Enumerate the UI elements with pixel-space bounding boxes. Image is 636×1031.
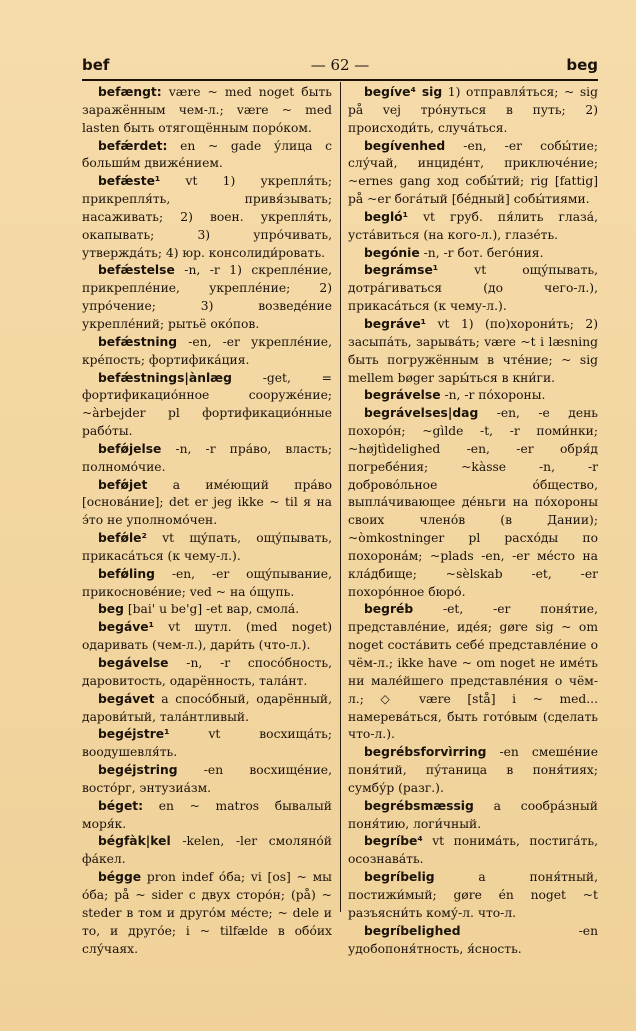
entry-headword: begéjstring	[98, 763, 178, 778]
dictionary-entry	[82, 691, 332, 727]
dictionary-entry	[348, 601, 598, 744]
entry-definition: -en удобопоня́тность, я́сность.	[348, 923, 598, 956]
entry-headword: begríbe⁴	[364, 834, 423, 849]
entry-definition: -get, = фортификацио́нное сооруже́ние; ~àrbejder pl фортификацио́нные рабо́ты.	[82, 370, 332, 439]
entry-definition: vt ощу́пывать, дотра́гиваться (до чего-л.), прикаса́ться (к чему-л.).	[348, 263, 598, 314]
entry-headword: begávet	[98, 691, 155, 706]
entry-headword: bégfàk|kel	[98, 834, 171, 849]
dictionary-entry	[348, 262, 598, 316]
dictionary-entry	[82, 138, 332, 174]
dictionary-entry	[348, 744, 598, 798]
entry-headword: begríbelighed	[364, 923, 461, 938]
entry-headword: begrébsmæssig	[364, 798, 474, 813]
dictionary-entry	[82, 334, 332, 370]
dictionary-entry	[82, 655, 332, 691]
right-column	[348, 84, 598, 958]
entry-headword: befǽstnings|ànlæg	[98, 370, 232, 385]
entry-definition: -en, -er укрепле́ние, кре́пость; фортифика́ция.	[82, 334, 332, 367]
entry-definition: -n, -r по́хороны.	[444, 388, 546, 403]
entry-definition: -en, -e день похоро́н; ~gìlde -t, -r поми́нки; ~højtìdelighed -en, -er обря́д погребе́ния; ~kàsse -n, -r доброво́льное о́бщество, выпла́чивающее де́ньги на по́хороны своих члено́в (в Дании); ~òmkostninger pl расхо́ды по похорона́м; ~plads -en, -er ме́сто на кла́дбище; ~sèlskab -et, -er похоро́нное бюро́.	[348, 406, 598, 599]
entry-headword: begló¹	[364, 209, 408, 224]
entry-definition: være ~ med noget быть заражённым чем-л.; være ~ med lasten быть отягощённым поро́ком.	[82, 85, 332, 135]
dictionary-entry	[82, 601, 332, 619]
entry-definition: vt груб. пя́лить глаза́, уста́виться (на кого-л.), глазе́ть.	[348, 209, 598, 242]
entry-definition: -kelen, -ler смоляно́й фа́кел.	[82, 834, 332, 867]
entry-headword: befǽrdet:	[98, 138, 168, 153]
entry-definition: -en восхище́ние, восто́рг, энтузиа́зм.	[82, 763, 332, 795]
entry-definition: vt восхища́ть; воодушевля́ть.	[82, 727, 332, 760]
dictionary-entry	[348, 209, 598, 245]
entry-headword: befǿjet	[98, 477, 148, 492]
left-column	[82, 84, 332, 958]
entry-headword: beg	[98, 602, 124, 617]
entry-headword: befǿling	[98, 566, 155, 581]
entry-definition: vt понима́ть, постига́ть, осознава́ть.	[348, 834, 598, 867]
entry-definition: pron indef о́ба; vi [os] ~ мы о́ба; på ~ sider с двух сторо́н; (på) ~ steder в том и друго́м ме́сте; ~ dele и то, и друго́е; i ~ tilfælde в обо́их слу́чаях.	[82, 870, 332, 956]
entry-definition: a спосо́бный, одарённый, дарови́тый, тала́нтливый.	[82, 691, 332, 724]
dictionary-entry	[82, 530, 332, 566]
entry-definition: -n, -r бот. бего́ния.	[423, 245, 544, 260]
dictionary-entry	[82, 798, 332, 834]
entry-definition: a поня́тный, постижи́мый; gøre én noget ~t разъясни́ть кому́-л. что-л.	[348, 870, 598, 920]
entry-headword: begrámse¹	[364, 263, 439, 278]
entry-headword: begráve¹	[364, 316, 427, 331]
dictionary-entry	[348, 405, 598, 601]
entry-headword: befǽstelse	[98, 263, 175, 278]
dictionary-entry	[348, 387, 598, 405]
entry-headword: bégge	[98, 870, 142, 885]
dictionary-entry	[82, 566, 332, 602]
entry-definition: -en смеше́ние поня́тий, пу́таница в поня́тиях; сумбу́р (разг.).	[348, 745, 598, 795]
dictionary-entry	[82, 173, 332, 262]
entry-definition: -n, -r спосо́бность, даровитость, одарённость, тала́нт.	[82, 656, 332, 688]
entry-headword: béget:	[98, 798, 144, 813]
dictionary-entry	[348, 923, 598, 959]
entry-headword: begríbelig	[364, 870, 435, 885]
entry-headword: begrávelses|dag	[364, 406, 479, 421]
dictionary-entry	[82, 833, 332, 869]
dictionary-entry	[348, 316, 598, 387]
dictionary-entry	[348, 138, 598, 209]
page-header	[82, 56, 598, 78]
entry-headword: befǿjelse	[98, 441, 162, 456]
entry-headword: begáve¹	[98, 620, 154, 635]
dictionary-entry	[348, 798, 598, 834]
header-rule	[82, 79, 598, 81]
entry-headword: befængt:	[98, 85, 162, 99]
entry-headword: befǿle²	[98, 531, 147, 546]
entry-definition: -n, -r 1) скрепле́ние, прикрепле́ние, укрепле́ние; 2) упро́чение; 3) возведе́ние укрепле́ний; рытьё око́пов.	[82, 263, 332, 331]
entry-headword: begréb	[364, 602, 414, 617]
dictionary-entry	[82, 477, 332, 531]
entry-definition: -en, -er ощу́пывание, прикоснове́ние; ved ~ на о́щупь.	[82, 566, 332, 599]
entry-headword: begéjstre¹	[98, 727, 170, 742]
entry-headword: befǽstning	[98, 334, 178, 349]
dictionary-entry	[82, 370, 332, 441]
entry-headword: begrébsforvìrring	[364, 745, 487, 760]
entry-definition: vt 1) укрепля́ть; прикрепля́ть, привя́зывать; насаживать; 2) воен. укрепля́ть, окапывать; 3) упро́чивать, утвержда́ть; 4) юр. консолиди́ровать.	[82, 174, 332, 260]
dictionary-entry	[82, 762, 332, 798]
entry-headword: begívenhed	[364, 138, 446, 153]
entry-headword: begónie	[364, 245, 420, 260]
entry-definition: en ~ gade у́лица с больши́м движе́нием.	[82, 138, 332, 171]
column-divider	[340, 82, 341, 912]
right-guide-word: beg	[566, 56, 598, 74]
entry-definition: 1) отправля́ться; ~ sig på vej тро́нуться в путь; 2) происходи́ть, случа́ться.	[348, 85, 598, 135]
dictionary-entry	[348, 869, 598, 923]
entry-definition: vt щу́пать, ощу́пывать, прикаса́ться (к чему-л.).	[82, 531, 332, 563]
entry-headword: begrávelse	[364, 388, 441, 403]
entry-definition: -n, -r пра́во, власть; полномо́чие.	[82, 441, 332, 474]
dictionary-entry	[82, 441, 332, 477]
entry-definition: a име́ющий пра́во [основа́ние]; det er jeg ikke ~ til я на э́то не уполномо́чен.	[82, 477, 332, 528]
dictionary-entry	[82, 726, 332, 762]
dictionary-entry	[348, 833, 598, 869]
entry-definition: vt 1) (по)хорони́ть; 2) засыпа́ть, зарыва́ть; være ~t i læsning быть погружённым в чте́ние; ~ sig mellem bøger зары́ться в кни́ги.	[348, 316, 598, 385]
dictionary-entry	[82, 84, 332, 138]
entry-headword: begíve⁴ sig	[364, 85, 443, 99]
dictionary-entry	[348, 84, 598, 138]
entry-definition: a сообра́зный поня́тию, логи́чный.	[348, 798, 598, 831]
left-guide-word: bef	[82, 56, 110, 74]
dictionary-entry	[348, 245, 598, 263]
page-number: — 62 —	[310, 56, 370, 74]
entry-definition: -en, -er собы́тие; слу́чай, инциде́нт, приключе́ние; ~ernes gang ход собы́тий; rig [fattig] på ~er бога́тый [бе́дный] собы́тиями.	[348, 138, 598, 207]
dictionary-entry	[82, 619, 332, 655]
entry-definition: -et, -er поня́тие, представле́ние, иде́я; gøre sig ~ om noget соста́вить себе́ представле́ние о чём-л.; ikke have ~ om noget не име́ть ни мале́йшего представле́ния о чём-л.; ◇ være [stå] i ~ med... намерева́ться, быть гото́вым (сделать что-л.).	[348, 602, 598, 742]
dictionary-entry	[82, 262, 332, 333]
entry-headword: begávelse	[98, 656, 169, 670]
entry-headword: befǽste¹	[98, 174, 161, 189]
dictionary-entry	[82, 869, 332, 958]
entry-definition: en ~ matros бывалый моря́к.	[82, 798, 332, 831]
entry-definition: vt шутл. (med noget) одаривать (чем-л.), дари́ть (что-л.).	[82, 620, 332, 653]
entry-definition: [bai' u be'g] -et вар, смола́.	[127, 602, 300, 617]
